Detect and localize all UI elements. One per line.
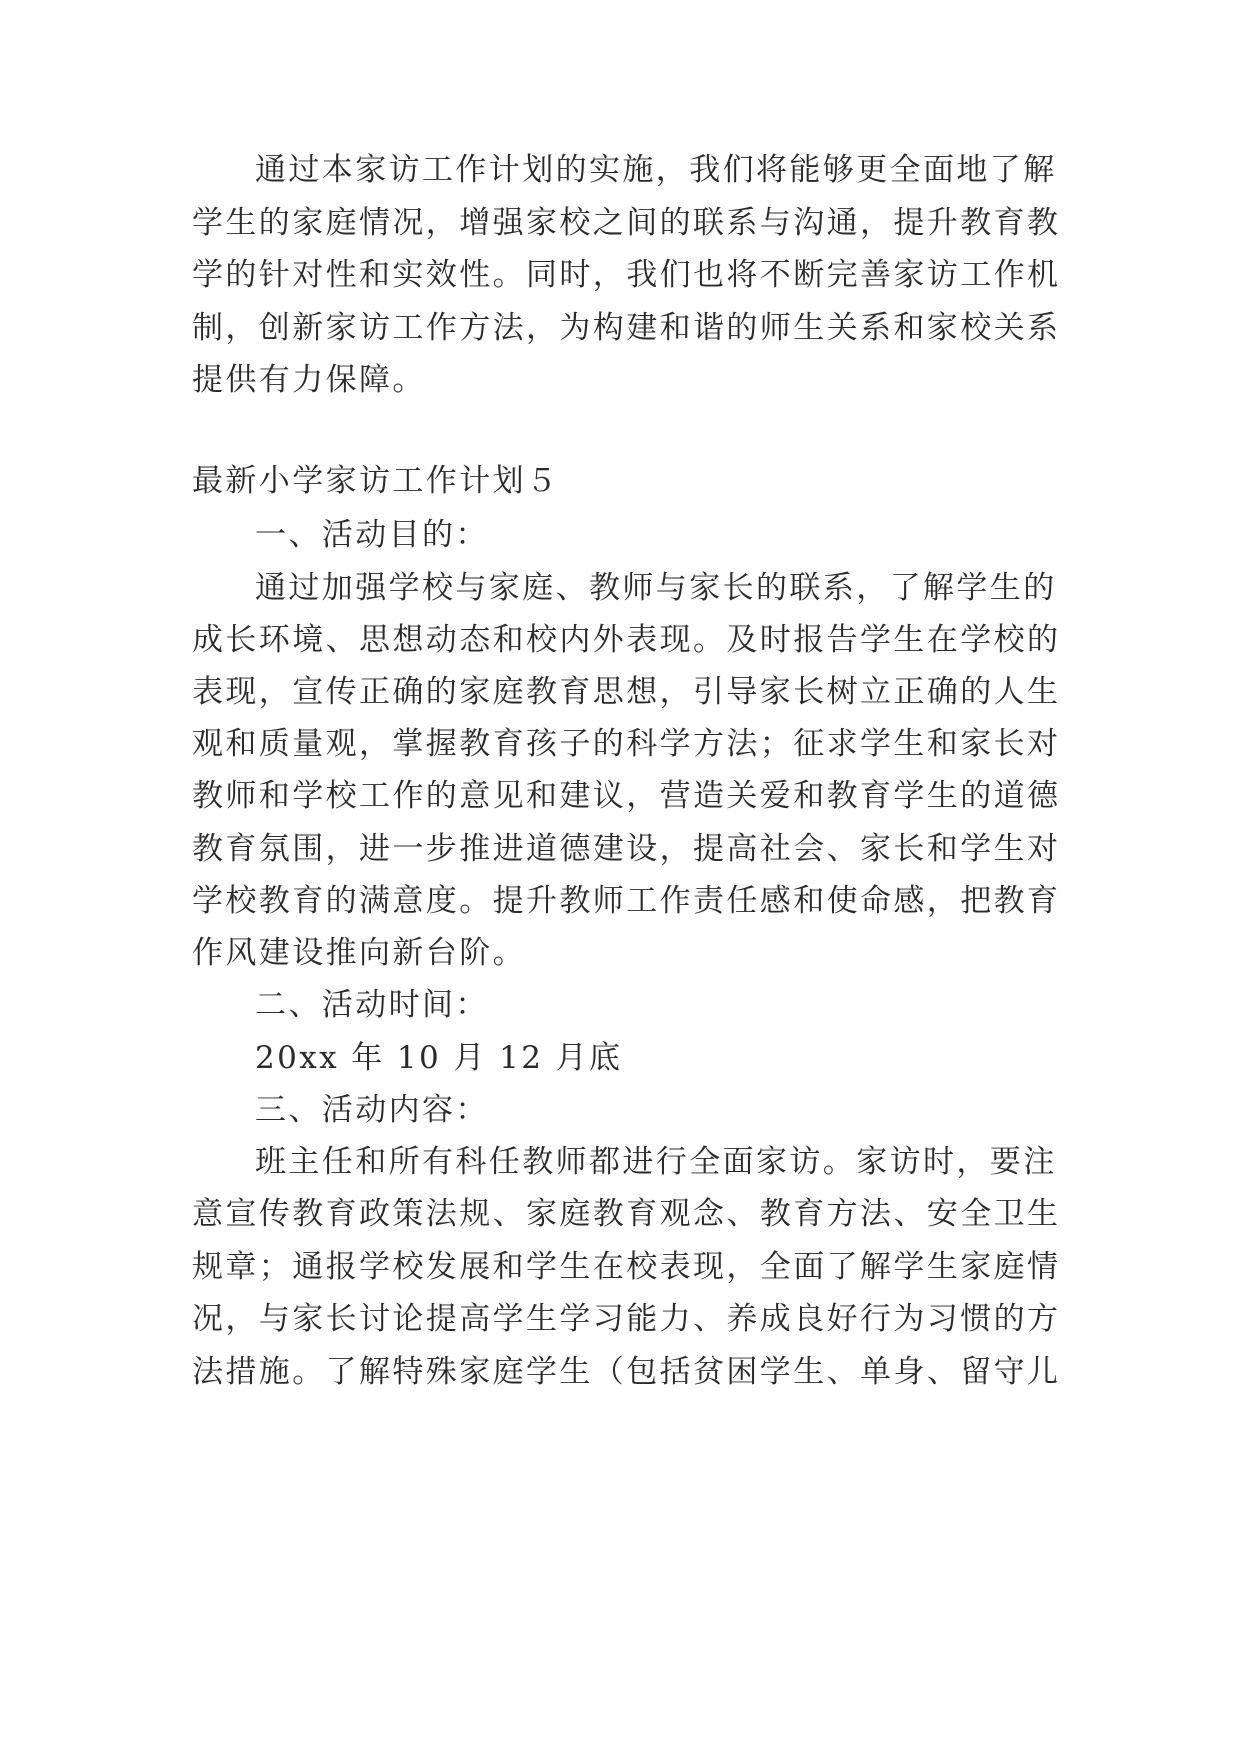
section1-line-2: 成长环境、思想动态和校内外表现。及时报告学生在学校的 xyxy=(192,622,1061,658)
section3-heading: 三、活动内容： xyxy=(255,1092,489,1128)
section1-line-3: 表现，宣传正确的家庭教育思想，引导家长树立正确的人生 xyxy=(192,674,1061,710)
section1-heading: 一、活动目的： xyxy=(255,517,489,553)
section3-line-3: 规章；通报学校发展和学生在校表现，全面了解学生家庭情 xyxy=(192,1249,1061,1285)
plan-title: 最新小学家访工作计划５ xyxy=(192,463,560,499)
section2-value: 20xx 年 10 月 12 月底 xyxy=(255,1040,623,1076)
section1-line-5: 教师和学校工作的意见和建议，营造关爱和教育学生的道德 xyxy=(192,778,1061,814)
section1-line-7: 学校教育的满意度。提升教师工作责任感和使命感，把教育 xyxy=(192,883,1061,919)
section1-line-1: 通过加强学校与家庭、教师与家长的联系，了解学生的 xyxy=(255,570,1057,606)
intro-line-4: 制，创新家访工作方法，为构建和谐的师生关系和家校关系 xyxy=(192,310,1061,346)
section3-line-5: 法措施。了解特殊家庭学生（包括贫困学生、单身、留守儿 xyxy=(192,1354,1061,1390)
intro-line-5: 提供有力保障。 xyxy=(192,362,426,398)
section3-line-1: 班主任和所有科任教师都进行全面家访。家访时，要注 xyxy=(255,1144,1057,1180)
intro-line-1: 通过本家访工作计划的实施，我们将能够更全面地了解 xyxy=(255,152,1057,188)
intro-line-3: 学的针对性和实效性。同时，我们也将不断完善家访工作机 xyxy=(192,257,1061,293)
section3-line-4: 况，与家长讨论提高学生学习能力、养成良好行为习惯的方 xyxy=(192,1301,1061,1337)
section2-heading: 二、活动时间： xyxy=(255,987,489,1023)
section1-line-6: 教育氛围，进一步推进道德建设，提高社会、家长和学生对 xyxy=(192,831,1061,867)
section1-line-8: 作风建设推向新台阶。 xyxy=(192,935,526,971)
intro-line-2: 学生的家庭情况，增强家校之间的联系与沟通，提升教育教 xyxy=(192,205,1061,241)
section1-line-4: 观和质量观，掌握教育孩子的科学方法；征求学生和家长对 xyxy=(192,726,1061,762)
section3-line-2: 意宣传教育政策法规、家庭教育观念、教育方法、安全卫生 xyxy=(192,1196,1061,1232)
